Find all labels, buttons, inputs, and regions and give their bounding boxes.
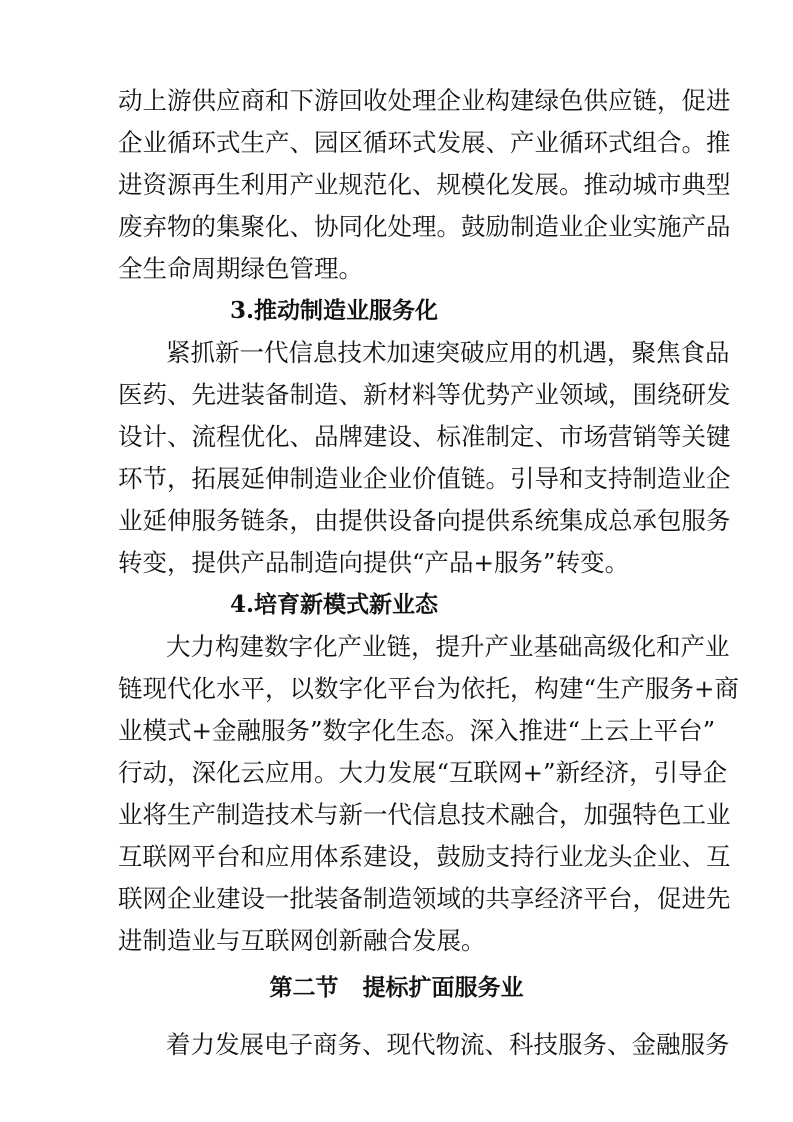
text-line: 转变，提供产品制造向提供“产品+服务”转变。 xyxy=(118,548,630,577)
text-line: 企业循环式生产、园区循环式发展、产业循环式组合。推 xyxy=(118,128,731,157)
text-line: 业模式+金融服务”数字化生态。深入推进“上云上平台” xyxy=(118,716,716,745)
text-line: 着力发展电子商务、现代物流、科技服务、金融服务 xyxy=(166,1030,730,1059)
text-line: 全生命周期绿色管理。 xyxy=(118,254,363,283)
text-line: 业将生产制造技术与新一代信息技术融合，加强特色工业 xyxy=(118,800,731,829)
subheading-4: 4.培育新模式新业态 xyxy=(230,591,439,618)
text-line: 废弃物的集聚化、协同化处理。鼓励制造业企业实施产品 xyxy=(118,212,731,241)
text-line: 动上游供应商和下游回收处理企业构建绿色供应链，促进 xyxy=(118,86,731,115)
subheading-3: 3.推动制造业服务化 xyxy=(230,297,439,324)
text-line: 医药、先进装备制造、新材料等优势产业领域，围绕研发 xyxy=(118,380,731,409)
text-line: 环节，拓展延伸制造业企业价值链。引导和支持制造业企 xyxy=(118,464,731,493)
section-heading: 提标扩面服务业 xyxy=(362,975,524,1001)
text-line: 大力构建数字化产业链，提升产业基础高级化和产业 xyxy=(166,632,730,661)
text-line: 进资源再生利用产业规范化、规模化发展。推动城市典型 xyxy=(118,170,731,199)
text-line: 紧抓新一代信息技术加速突破应用的机遇，聚焦食品 xyxy=(166,338,730,367)
text-line: 行动，深化云应用。大力发展“互联网+”新经济，引导企 xyxy=(118,758,728,787)
text-line: 互联网平台和应用体系建设，鼓励支持行业龙头企业、互 xyxy=(118,842,731,871)
text-line: 设计、流程优化、品牌建设、标准制定、市场营销等关键 xyxy=(118,422,731,451)
text-line: 业延伸服务链条，由提供设备向提供系统集成总承包服务 xyxy=(118,506,731,535)
text-line: 链现代化水平，以数字化平台为依托，构建“生产服务+商 xyxy=(118,674,740,703)
text-line: 进制造业与互联网创新融合发展。 xyxy=(118,926,486,955)
section-title xyxy=(0,970,793,1006)
section-number: 第二节 xyxy=(269,975,339,1001)
text-line: 联网企业建设一批装备制造领域的共享经济平台，促进先 xyxy=(118,884,731,913)
